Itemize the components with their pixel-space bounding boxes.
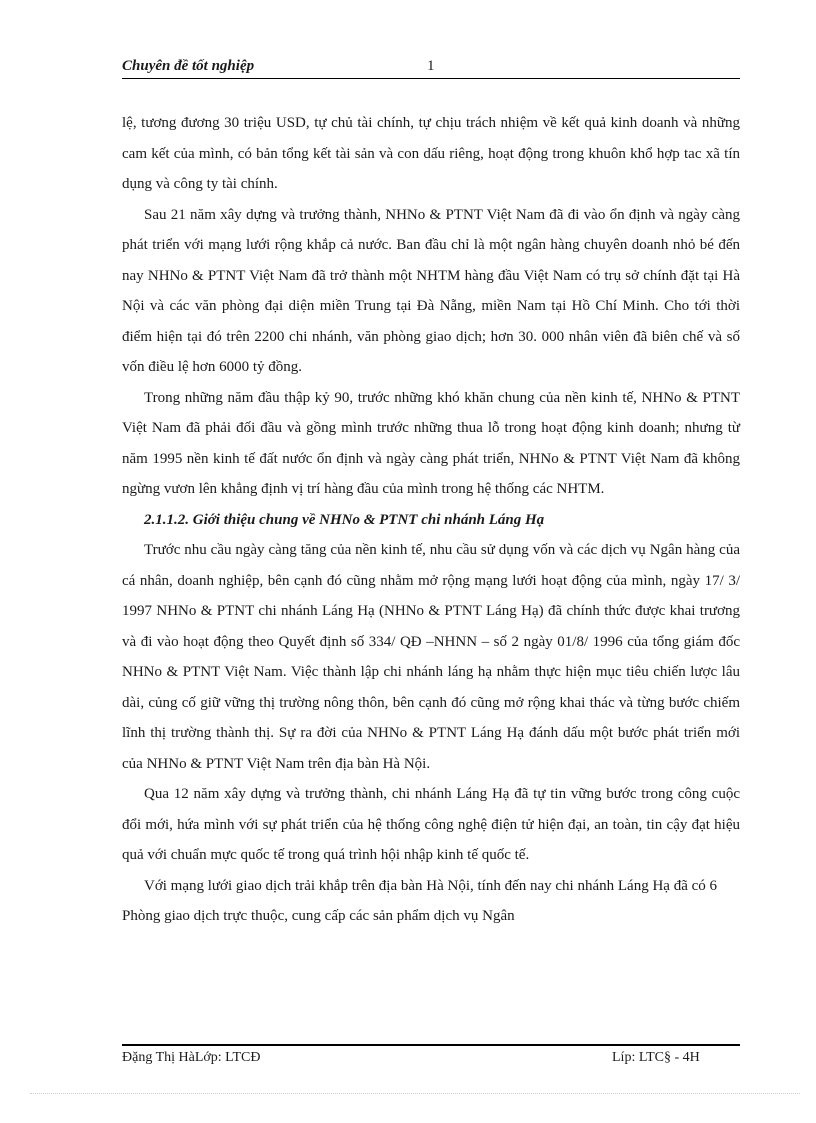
page-footer xyxy=(122,1044,740,1069)
paragraph-network: Với mạng lưới giao dịch trải khắp trên địa bàn Hà Nội, tính đến nay chi nhánh Láng Hạ đã có 6 Phòng giao dịch trực thuộc, cung cấp các sản phẩm dịch vụ Ngân xyxy=(122,877,718,924)
document-title: Chuyên đề tốt nghiệp xyxy=(122,58,255,74)
page-header xyxy=(122,58,740,79)
footer-author: Đặng Thị HàLớp: LTCĐ xyxy=(122,1050,261,1065)
page-content xyxy=(122,108,740,932)
paragraph-branch-founding: Trước nhu cầu ngày càng tăng của nền kinh tế, nhu cầu sử dụng vốn và các dịch vụ Ngân hàng của cá nhân, doanh nghiệp, bên cạnh đó cũng nhằm mở rộng mạng lưới hoạt động của mình, ngày 17/ 3/ 1997 NHNo & PTNT chi nhánh Láng Hạ (NHNo & PTNT Láng Hạ) đã chính thức được khai trương và đi vào hoạt động theo Quyết định số 334/ QĐ –NHNN – số 2 ngày 01/8/ 1996 của tổng giám đốc NHNo & PTNT Việt Nam. Việc thành lập chi nhánh láng hạ nhằm thực hiện mục tiêu chiến lược lâu dài, củng cố giữ vững thị trường nông thôn, bên cạnh đó cũng mở rộng khai thác và từng bước chiếm lĩnh thị trường thành thị. Sự ra đời của NHNo & PTNT Láng Hạ đánh dấu một bước phát triển mới của NHNo & PTNT Việt Nam trên địa bàn Hà Nội. xyxy=(122,542,740,772)
paragraph-continuation: lệ, tương đương 30 triệu USD, tự chủ tài chính, tự chịu trách nhiệm về kết quả kinh doanh và những cam kết của mình, có bản tổng kết tài sản và con dấu riêng, hoạt động trong khuôn khổ hợp tac xã tín dụng và công ty tài chính. xyxy=(122,115,740,192)
paragraph-history: Sau 21 năm xây dựng và trưởng thành, NHNo & PTNT Việt Nam đã đi vào ổn định và ngày càng phát triển với mạng lưới rộng khắp cả nước. Ban đầu chỉ là một ngân hàng chuyên doanh nhỏ bé đến nay NHNo & PTNT Việt Nam đã trở thành một NHTM hàng đầu Việt Nam có trụ sở chính đặt tại Hà Nội và các văn phòng đại diện miền Trung tại Đà Nẵng, miền Nam tại Hồ Chí Minh. Cho tới thời điểm hiện tại đó trên 2200 chi nhánh, văn phòng giao dịch; hơn 30. 000 nhân viên đã biên chế và số vốn điều lệ hơn 6000 tỷ đồng. xyxy=(122,206,740,375)
page-number: 1 xyxy=(427,58,435,74)
paragraph-difficulties: Trong những năm đầu thập kỷ 90, trước những khó khăn chung của nền kinh tế, NHNo & PTNT Việt Nam đã phải đối đầu và gồng mình trước những thua lỗ trong hoạt động kinh doanh; nhưng từ năm 1995 nền kinh tế đất nước ổn định và ngày càng phát triển, NHNo & PTNT Việt Nam đã không ngừng vươn lên khẳng định vị trí hàng đầu của mình trong hệ thống các NHTM. xyxy=(122,389,740,497)
footer-class: Líp: LTC§ - 4H xyxy=(612,1050,700,1065)
paragraph-growth: Qua 12 năm xây dựng và trưởng thành, chi nhánh Láng Hạ đã tự tin vững bước trong công cuộc đổi mới, hứa mình với sự phát triển của hệ thống công nghệ điện tử hiện đại, an toàn, tin cậy đạt hiệu quả với chuẩn mực quốc tế trong quá trình hội nhập kinh tế quốc tế. xyxy=(122,786,740,863)
section-heading: 2.1.1.2. Giới thiệu chung về NHNo & PTNT chi nhánh Láng Hạ xyxy=(144,511,545,528)
page-bottom-divider xyxy=(30,1093,800,1094)
